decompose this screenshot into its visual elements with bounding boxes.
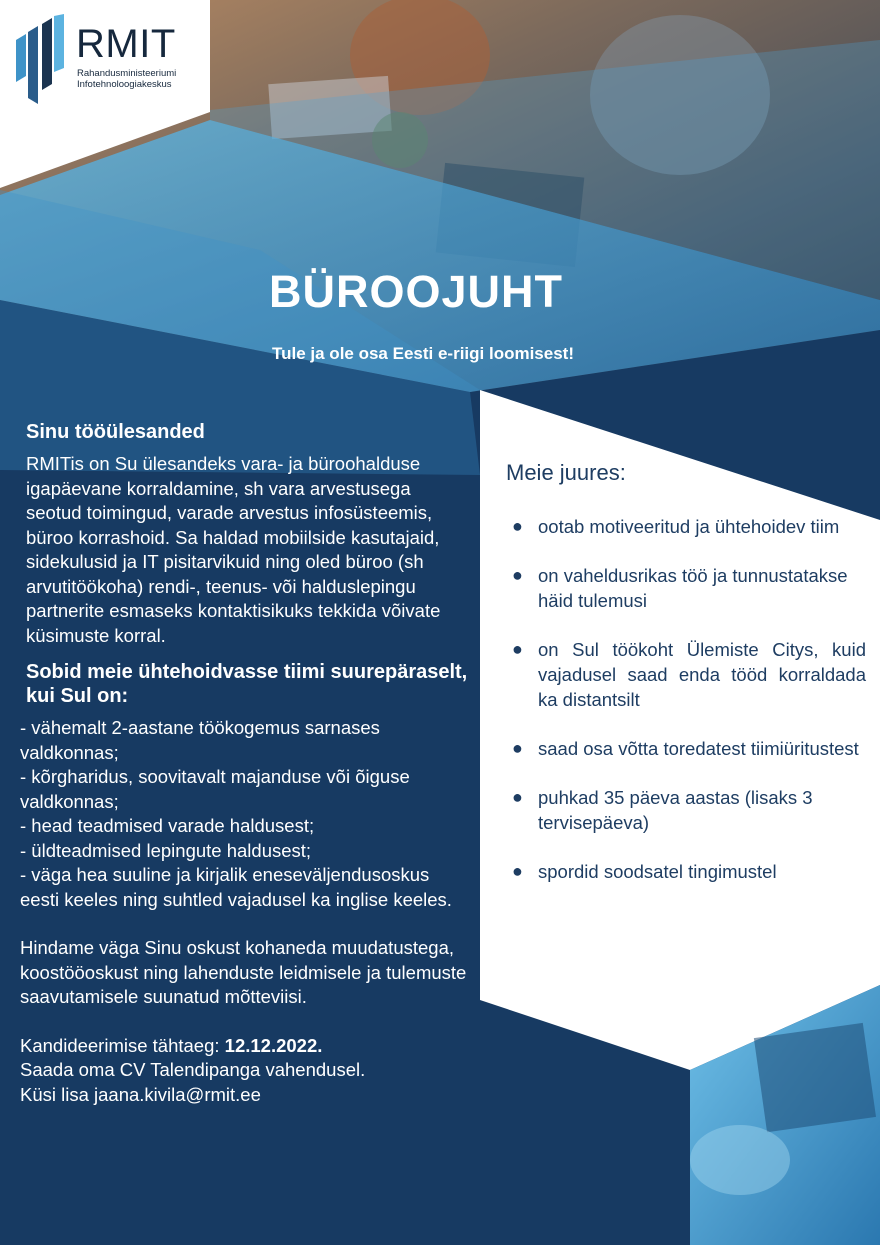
footer-photo-laptop (754, 1023, 876, 1132)
bullet-icon: ● (512, 639, 523, 659)
bullet-icon: ● (512, 565, 523, 585)
offer-item-text: puhkad 35 päeva aastas (lisaks 3 tervisepäeva) (538, 787, 813, 833)
requirements-heading: Sobid meie ühtehoidvasse tiimi suurepäraselt, kui Sul on: (26, 661, 468, 707)
right-column (506, 460, 866, 908)
rmit-logo-icon (14, 14, 78, 110)
left-column (20, 420, 470, 1107)
offer-item (506, 785, 866, 835)
page-title: BÜROOJUHT (268, 266, 563, 317)
offer-item (506, 514, 866, 539)
bullet-icon: ● (512, 516, 523, 536)
offer-item-text: on vaheldusrikas töö ja tunnustatakse häid tulemusi (538, 565, 848, 611)
footer-photo-hand (690, 1125, 790, 1195)
offer-heading: Meie juures: (506, 460, 626, 485)
duties-heading: Sinu tööülesanded (26, 421, 205, 443)
bullet-icon: ● (512, 787, 523, 807)
logo-wordmark: RMIT (76, 22, 176, 66)
requirement-item: - üldteadmised lepingute haldusest; (20, 839, 312, 861)
offer-item (506, 859, 866, 884)
logo-subtitle (77, 68, 176, 90)
application-info (20, 1034, 470, 1108)
requirement-item: - väga hea suuline ja kirjalik eneseväljendusoskus eesti keeles ning suhtled vajadusel ka inglise keeles. (20, 864, 452, 910)
offer-item-text: spordid soodsatel tingimustel (538, 861, 777, 882)
offer-item-text: saad osa võtta toredatest tiimiüritustest (538, 738, 859, 759)
bullet-icon: ● (512, 738, 523, 758)
offer-item-text: ootab motiveeritud ja ühtehoidev tiim (538, 516, 840, 537)
requirement-item: - kõrgharidus, soovitavalt majanduse või õiguse valdkonnas; (20, 766, 410, 812)
offer-item (506, 736, 866, 761)
logo-subtitle-line-2: Infotehnoloogiakeskus (77, 79, 172, 90)
contact-line: Küsi lisa jaana.kivila@rmit.ee (20, 1083, 261, 1105)
duties-text: RMITis on Su ülesandeks vara- ja bürоohalduse igapäevane korraldamine, sh vara arvestusega seotud toimingud, varade arvestus infosüsteemis, büroo korrashoid. Sa haldad mobiilside kasutajaid, sidekulusid ja IT pisitarvikuid ning oled büroo (sh arvutitöökoha) rendi-, teenus- või halduslepingu partnerite esmaseks kontaktisikuks tekkida võivate küsimuste korral. (26, 453, 441, 646)
cv-instruction: Saada oma CV Talendipanga vahendusel. (20, 1059, 366, 1080)
values-text: Hindame väga Sinu oskust kohaneda muudatustega, koostööoskust ning lahenduste leidmisele ja tulemuste saavutamisele suunatud mõtteviisi. (20, 937, 467, 1007)
offer-item (506, 563, 866, 613)
deadline-value: 12.12.2022. (224, 1034, 323, 1056)
requirement-item: - head teadmised varade haldusest; (20, 815, 315, 836)
deadline-line (20, 1034, 470, 1059)
deadline-label: Kandideerimise tähtaeg: (20, 1034, 225, 1056)
offer-item (506, 637, 866, 712)
bullet-icon: ● (512, 861, 523, 881)
offer-item-text: on Sul töökoht Ülemiste Citys, kuid vajadusel saad enda tööd korraldada ka distantsilt (538, 639, 866, 710)
logo-subtitle-line-1: Rahandusministeeriumi (77, 68, 177, 79)
rmit-logo (0, 0, 210, 112)
page-subtitle: Tule ja ole osa Eesti e-riigi loomisest! (272, 344, 574, 363)
requirement-item: - vähemalt 2-aastane töökogemus sarnases valdkonnas; (20, 717, 380, 763)
requirements-list (20, 716, 470, 912)
